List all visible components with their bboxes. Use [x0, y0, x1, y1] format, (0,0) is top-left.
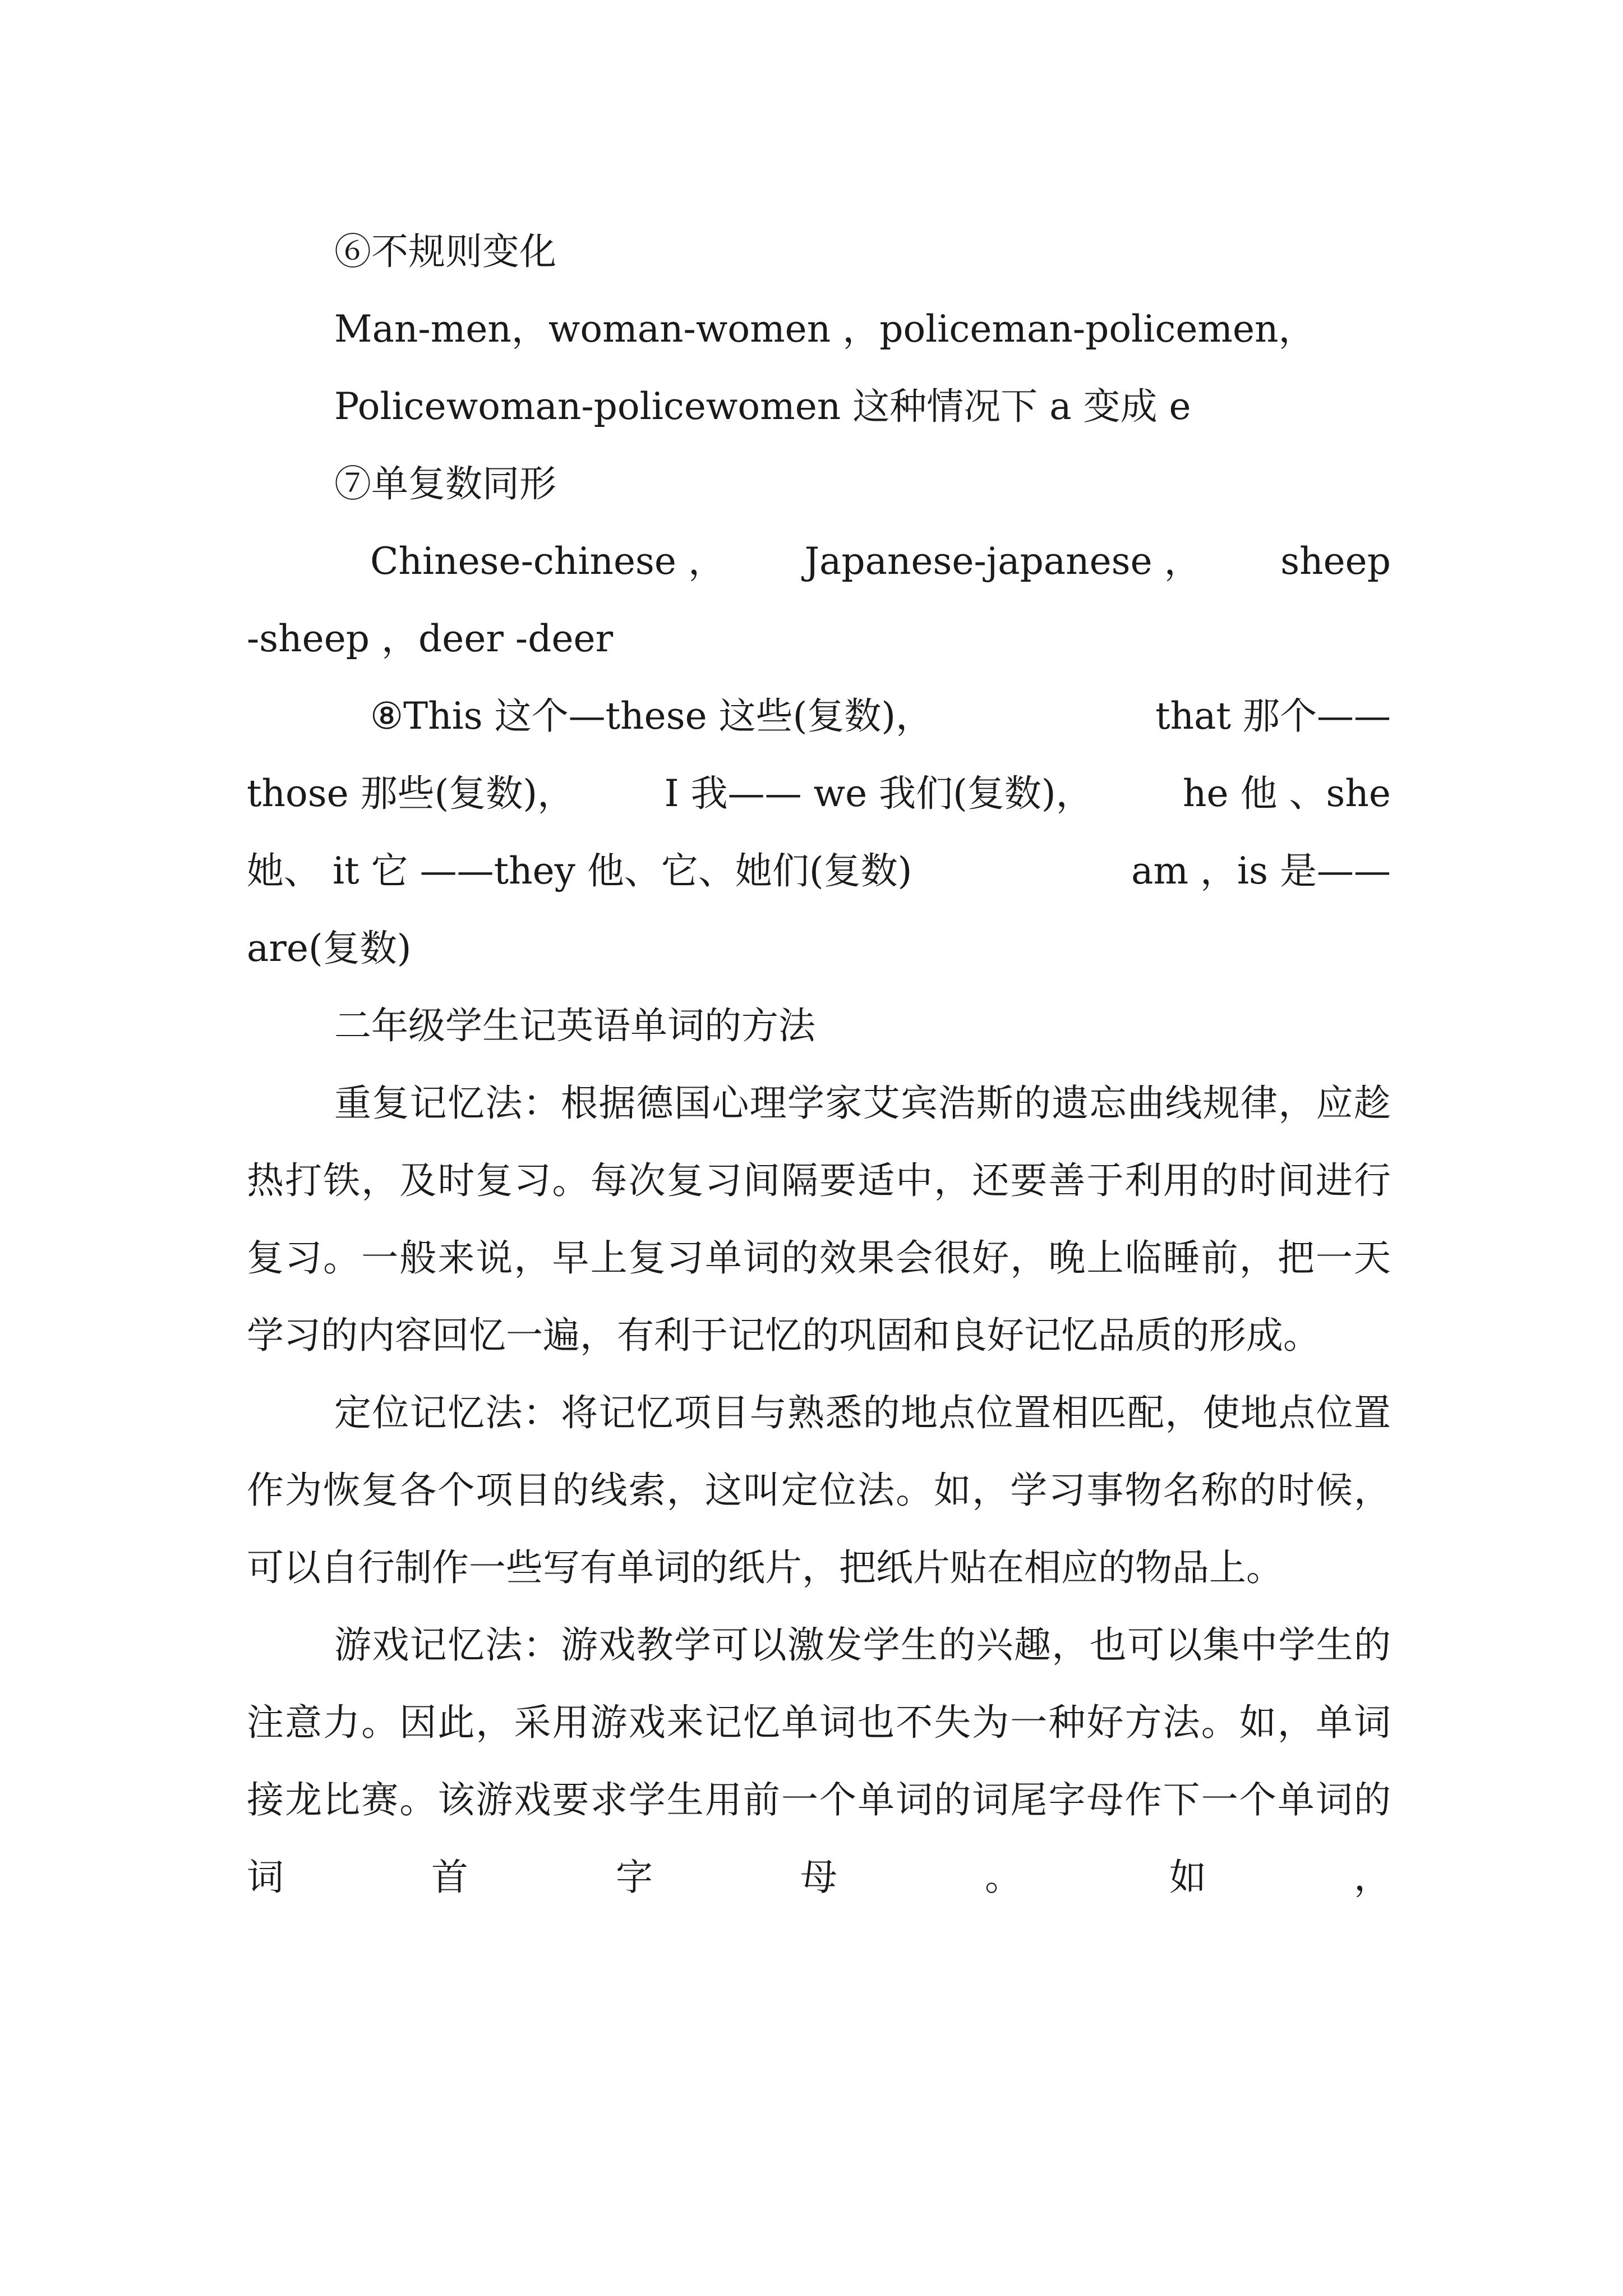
- text-segment: am ，is 是——: [1131, 849, 1391, 892]
- paragraph-repetition-memory: 重复记忆法：根据德国心理学家艾宾浩斯的遗忘曲线规律，应趁热打铁，及时复习。每次复习间隔要适中，还要善于利用的时间进行复习。一般来说，早上复习单词的效果会很好，晚上临睡前，把一天学习的内容回忆一遍，有利于记忆的巩固和良好记忆品质的形成。: [247, 1082, 1391, 1357]
- heading-same-form: ⑦单复数同形: [334, 462, 556, 505]
- text-segment: Chinese-chinese ，: [370, 540, 725, 583]
- paragraph-location-memory: 定位记忆法：将记忆项目与熟悉的地点位置相匹配，使地点位置作为恢复各个项目的线索，这叫定位法。如，学习事物名称的时候，可以自行制作一些写有单词的纸片，把纸片贴在相应的物品上。: [247, 1391, 1391, 1589]
- text-segment: 她、 it 它 ——they 他、它、她们(复数): [247, 849, 912, 892]
- text-segment: he 他 、she: [1183, 772, 1391, 815]
- text-line: Man-men，woman-women ，policeman-policemen，: [334, 307, 1316, 351]
- text-segment: sheep: [1280, 540, 1391, 583]
- text-line-justified: [247, 755, 1391, 832]
- text-segment: those 那些(复数)，: [247, 772, 575, 815]
- text-segment: that 那个——: [1155, 694, 1391, 738]
- text-line: Policewoman-policewomen 这种情况下 a 变成 e: [334, 385, 1191, 428]
- section-title: 二年级学生记英语单词的方法: [334, 1004, 815, 1047]
- text-line-justified: [247, 678, 1391, 755]
- text-line: -sheep ，deer -deer: [247, 617, 614, 660]
- text-line-justified: [247, 832, 1391, 910]
- heading-irregular-change: ⑥不规则变化: [334, 230, 556, 273]
- text-line: are(复数): [247, 927, 412, 970]
- text-segment: I 我—— we 我们(复数)，: [664, 772, 1093, 815]
- paragraph-game-memory: 游戏记忆法：游戏教学可以激发学生的兴趣，也可以集中学生的注意力。因此，采用游戏来记忆单词也不失为一种好方法。如，单词接龙比赛。该游戏要求学生用前一个单词的词尾字母作下一个单词的词首字母。如，: [247, 1623, 1391, 1899]
- text-segment: Japanese-japanese ，: [804, 540, 1201, 583]
- text-segment: ⑧This 这个—these 这些(复数)，: [370, 694, 933, 738]
- document-body: [247, 213, 1391, 1916]
- text-line-justified: [247, 523, 1391, 600]
